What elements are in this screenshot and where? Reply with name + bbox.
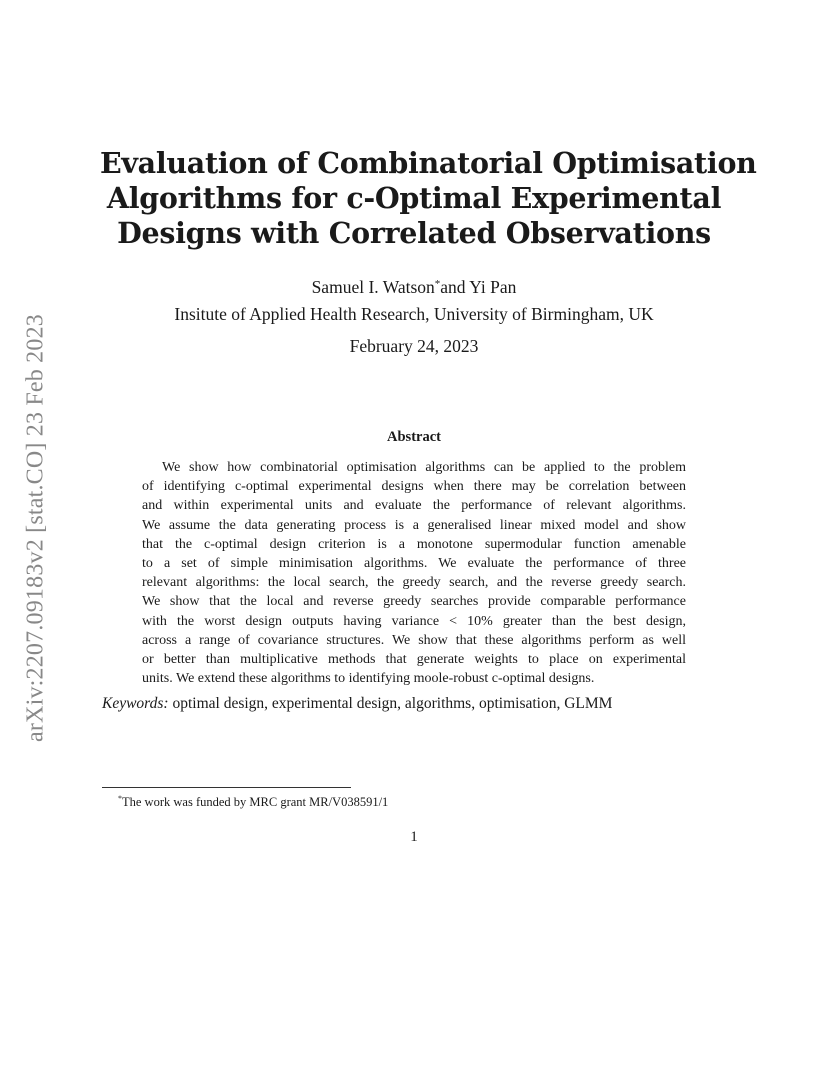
- abstract-line: We show how combinatorial optimisation algorithms can be applied to the problem: [162, 460, 686, 475]
- abstract-line: We assume the data generating process is a generalised linear mixed model and show: [142, 517, 686, 533]
- footnote-text: The work was funded by MRC grant MR/V038591/1: [122, 795, 389, 809]
- arxiv-identifier-stamp: arXiv:2207.09183v2 [stat.CO] 23 Feb 2023: [22, 314, 49, 742]
- affiliation: Insitute of Applied Health Research, University of Birmingham, UK: [174, 304, 654, 324]
- keywords-text: optimal design, experimental design, algorithms, optimisation, GLMM: [172, 695, 613, 712]
- author-line: [100, 271, 728, 301]
- keywords-label: Keywords:: [102, 695, 169, 712]
- abstract-line: relevant algorithms: the local search, the greedy search, and the reverse greedy search.: [142, 575, 686, 591]
- abstract-line: across a range of covariance structures. We show that these algorithms perform as well: [142, 632, 686, 648]
- abstract-line: to a set of simple minimisation algorithms. We evaluate the performance of three: [142, 556, 686, 572]
- author-names: Samuel I. Watson: [311, 277, 435, 297]
- abstract-line: of identifying c-optimal experimental designs when there may be correlation between: [142, 479, 686, 495]
- abstract-line: or better than multiplicative methods that generate weights to place on experimental: [142, 652, 686, 668]
- footnote-divider: [102, 787, 351, 788]
- abstract-line: that the c-optimal design criterion is a monotone supermodular function amenable: [142, 536, 686, 552]
- publication-date: February 24, 2023: [349, 336, 479, 356]
- author-names-rest: and Yi Pan: [440, 277, 517, 297]
- page-number: 1: [410, 829, 418, 845]
- abstract-line: units. We extend these algorithms to identifying moole-robust c-optimal designs.: [142, 671, 595, 687]
- keywords: [102, 694, 728, 714]
- abstract-line: We show that the local and reverse greedy searches provide comparable performance: [142, 594, 686, 610]
- title-line: Designs with Correlated Observations: [117, 216, 711, 250]
- title-line: Evaluation of Combinatorial Optimisation: [100, 146, 757, 180]
- abstract-line: with the worst design outputs having variance < 10% greater than the best design,: [142, 613, 686, 629]
- abstract-body: [142, 458, 686, 688]
- author-footnote-mark: *: [434, 278, 441, 290]
- author-block: [100, 271, 728, 328]
- footnote-mark: *: [118, 794, 122, 803]
- abstract-heading: Abstract: [387, 429, 441, 445]
- paper-title: [100, 146, 757, 251]
- footnote: [118, 791, 388, 810]
- title-line: Algorithms for c-Optimal Experimental: [106, 181, 722, 215]
- abstract-line: and within experimental units and evaluate the performance of relevant algorithms.: [142, 498, 686, 514]
